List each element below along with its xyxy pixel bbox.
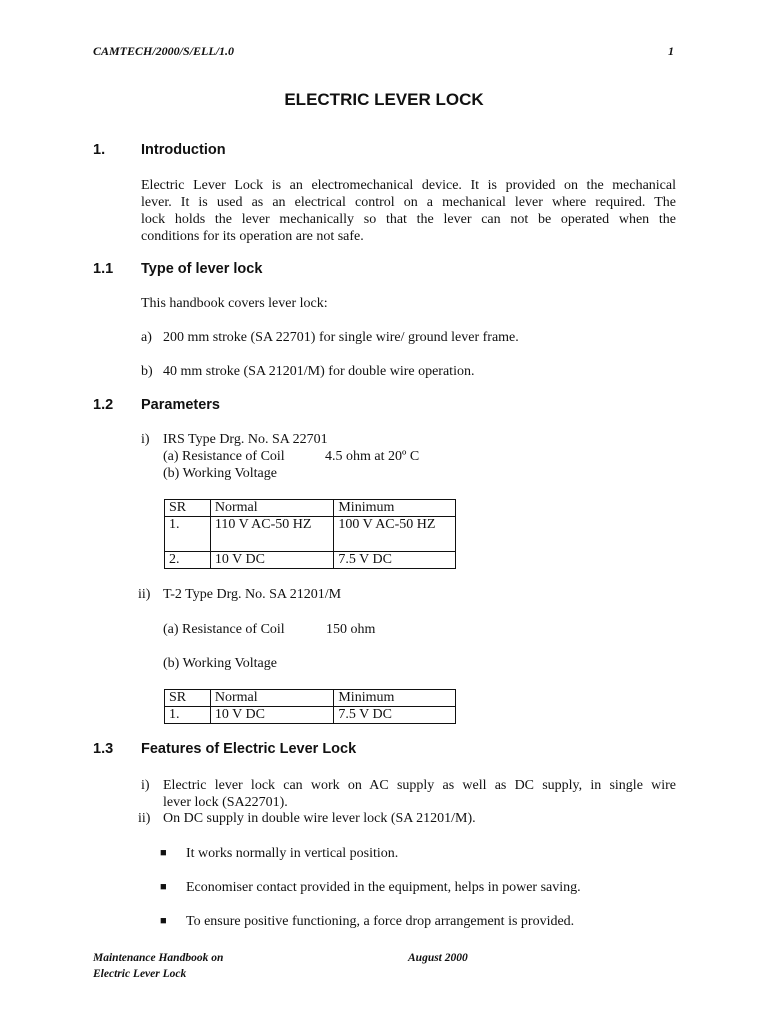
paragraph-line: conditions for its operation are not safe. xyxy=(141,229,364,244)
document-code: CAMTECH/2000/S/ELL/1.0 xyxy=(93,44,235,58)
footer-handbook-line1: Maintenance Handbook on xyxy=(93,952,224,964)
feature-ii-text: On DC supply in double wire lever lock (SA 21201/M). xyxy=(163,811,476,826)
footer-handbook-line2: Electric Lever Lock xyxy=(93,968,187,980)
section-number: 1. xyxy=(93,142,106,158)
param-i-voltage-label: (b) Working Voltage xyxy=(163,466,277,481)
table-header-cell: SR xyxy=(165,500,211,517)
param-ii-coil-label: (a) Resistance of Coil xyxy=(163,622,285,637)
type-item-a: 200 mm stroke (SA 22701) for single wire/ ground lever frame. xyxy=(163,330,519,345)
table-cell: 110 V AC-50 HZ xyxy=(210,517,334,552)
section-title: Type of lever lock xyxy=(141,261,263,277)
table-header-row xyxy=(165,690,456,707)
table-header-row xyxy=(165,500,456,517)
table-row xyxy=(165,517,456,552)
list-marker: i) xyxy=(141,778,150,793)
param-i-coil-label: (a) Resistance of Coil xyxy=(163,449,285,464)
type-intro-line: This handbook covers lever lock: xyxy=(141,296,328,311)
table-header-cell: Normal xyxy=(210,500,334,517)
document-title: ELECTRIC LEVER LOCK xyxy=(284,90,484,109)
param-ii-voltage-label: (b) Working Voltage xyxy=(163,656,277,671)
param-ii-title: T-2 Type Drg. No. SA 21201/M xyxy=(163,587,342,602)
table-cell: 10 V DC xyxy=(210,552,334,569)
bullet-square-icon: ■ xyxy=(160,915,167,927)
table-cell: 1. xyxy=(165,707,211,724)
table-cell: 2. xyxy=(165,552,211,569)
list-marker: ii) xyxy=(138,587,151,602)
section-title: Parameters xyxy=(141,397,220,413)
list-marker: ii) xyxy=(138,811,151,826)
feature-bullet-item: To ensure positive functioning, a force drop arrangement is provided. xyxy=(186,914,575,929)
param-i-title: IRS Type Drg. No. SA 22701 xyxy=(163,432,328,447)
footer-date: August 2000 xyxy=(408,952,468,964)
table-row xyxy=(165,707,456,724)
introduction-paragraph xyxy=(141,177,676,245)
table-cell: 7.5 V DC xyxy=(334,552,456,569)
param-i-coil-value: 4.5 ohm at 20º C xyxy=(325,449,420,464)
table-header-cell: Minimum xyxy=(334,500,456,517)
table-cell: 10 V DC xyxy=(210,707,334,724)
table-header-cell: SR xyxy=(165,690,211,707)
feature-bullet-item: It works normally in vertical position. xyxy=(186,846,399,861)
bullet-square-icon: ■ xyxy=(160,881,167,893)
voltage-table-2 xyxy=(164,689,456,724)
table-row xyxy=(165,552,456,569)
table-header-cell: Normal xyxy=(210,690,334,707)
list-marker: i) xyxy=(141,432,150,447)
table-cell: 100 V AC-50 HZ xyxy=(334,517,456,552)
section-number: 1.3 xyxy=(93,741,114,757)
page-number: 1 xyxy=(668,44,674,58)
table-cell: 7.5 V DC xyxy=(334,707,456,724)
bullet-square-icon: ■ xyxy=(160,847,167,859)
table-header-cell: Minimum xyxy=(334,690,456,707)
param-ii-coil-value: 150 ohm xyxy=(326,622,376,637)
paragraph-line: Electric Lever Lock is an electromechanical device. It is provided on the mechanical xyxy=(141,178,676,193)
feature-i-line2: lever lock (SA22701). xyxy=(163,795,288,810)
feature-bullet-item: Economiser contact provided in the equipment, helps in power saving. xyxy=(186,880,581,895)
section-title: Features of Electric Lever Lock xyxy=(141,741,357,757)
section-number: 1.2 xyxy=(93,397,114,413)
list-marker: a) xyxy=(141,330,152,345)
section-title: Introduction xyxy=(141,142,226,158)
paragraph-line: lock holds the lever mechanically so that the lever can not be operated when the xyxy=(141,212,676,227)
type-item-b: 40 mm stroke (SA 21201/M) for double wire operation. xyxy=(163,364,475,379)
paragraph-line: lever. It is used as an electrical control on a mechanical lever where required. The xyxy=(141,195,676,210)
table-cell: 1. xyxy=(165,517,211,552)
feature-i-line1: Electric lever lock can work on AC supply as well as DC supply, in single wire xyxy=(163,778,676,793)
voltage-table-1 xyxy=(164,499,456,569)
list-marker: b) xyxy=(141,364,153,379)
section-number: 1.1 xyxy=(93,261,114,277)
